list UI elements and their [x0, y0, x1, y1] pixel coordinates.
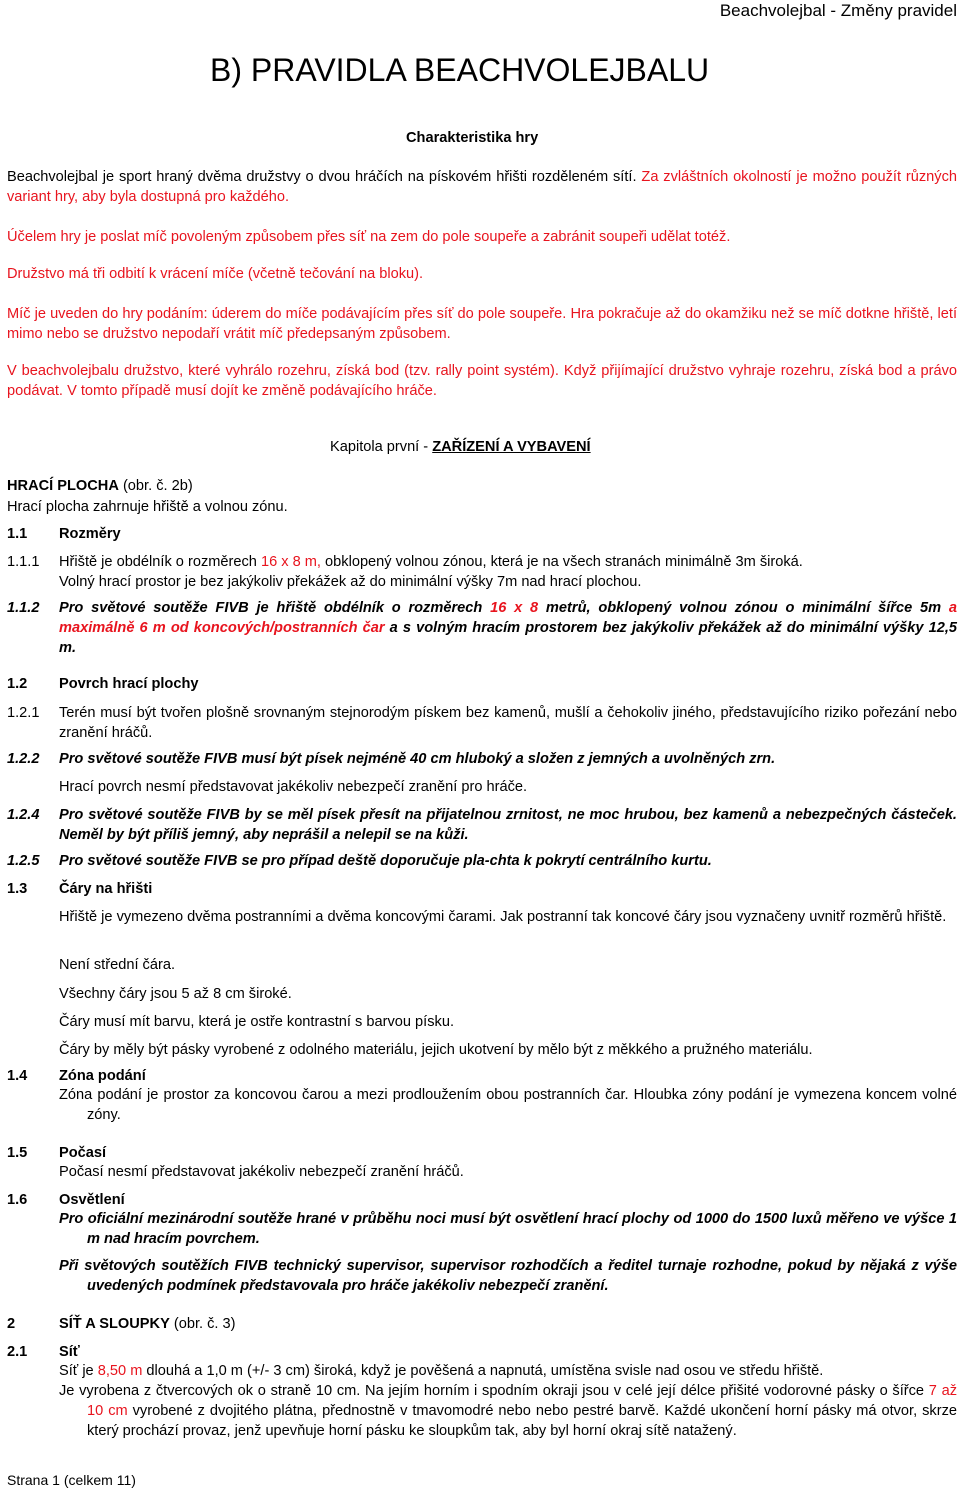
hraci-plocha-heading — [7, 476, 193, 496]
rule-number-1-2-4: 1.2.4 — [7, 807, 40, 823]
hraci-plocha-text: Hrací plocha zahrnuje hřiště a volnou zónu. — [7, 499, 288, 515]
lines-item-5: Čáry by měly být pásky vyrobené z odolného materiálu, jejich ukotvení by mělo být z měkkého a pružného materiálu. — [59, 1042, 813, 1058]
lines-item-4: Čáry musí mít barvu, která je ostře kontrastní s barvou písku. — [59, 1014, 454, 1030]
rule-text: obklopený volnou zónou, která je na všech stranách minimálně 3m široká. — [321, 554, 803, 570]
hraci-plocha-title: HRACÍ PLOCHA — [7, 478, 119, 494]
rule-1-1-2 — [59, 598, 957, 658]
section-title: Povrch hrací plochy — [59, 676, 199, 692]
section-1-3 — [7, 879, 152, 899]
net-text-1 — [59, 1361, 957, 1381]
lines-item-3: Všechny čáry jsou 5 až 8 cm široké. — [59, 986, 292, 1002]
paragraph-intro — [7, 167, 957, 207]
section-number: 1.4 — [7, 1068, 28, 1084]
section-title: Osvětlení — [59, 1192, 125, 1208]
page-footer: Strana 1 (celkem 11) — [7, 1472, 136, 1488]
section-2-1 — [7, 1342, 80, 1362]
scoring-text: V beachvolejbalu družstvo, které vyhrálo rozehru, získá bod (tzv. rally point systém). — [7, 363, 559, 379]
rule-1-2-1: Terén musí být tvořen plošně srovnaným stejnorodým pískem bez kamenů, mušlí a čehokoliv jiného, představujícího riziko pořezání nebo zranění hráčů. — [59, 705, 957, 741]
lighting-text-2: Při světových soutěžích FIVB technický supervisor, supervisor rozhodčích a ředitel turnaje rozhodne, pokud by nějaká z výše uvedených podmínek představovala pro hráče jakékoliv nebezpečí zranění. — [59, 1258, 957, 1294]
rally-text: Hra pokračuje až do okamžiku než se míč dotkne hřiště, letí mimo nebo se družstvo nepodaří vrátit míč předepsaným způsobem. — [7, 306, 957, 342]
section-title: Zóna podání — [59, 1068, 146, 1084]
court-size: 16 x 8 m, — [260, 554, 321, 570]
section-2 — [7, 1314, 236, 1334]
chapter-heading — [330, 437, 591, 457]
section-1-4 — [7, 1066, 146, 1086]
paragraph-purpose — [7, 227, 957, 247]
running-header: Beachvolejbal - Změny pravidel — [719, 1, 957, 20]
intro-text: Beachvolejbal je sport hraný dvěma družstvy o dvou hráčích na pískovém hřišti rozděleném sítí. — [7, 169, 637, 185]
rule-1-2-2-note: Hrací povrch nesmí představovat jakékoliv nebezpečí zranění pro hráče. — [59, 779, 528, 795]
section-heading-charakteristika: Charakteristika hry — [406, 130, 539, 146]
weather-text: Počasí nesmí představovat jakékoliv nebezpečí zranění hráčů. — [59, 1164, 464, 1180]
rule-1-1-1 — [59, 552, 957, 592]
rule-text: metrů, obklopený volnou zónou o minimální šířce 5m — [538, 600, 949, 616]
lines-item-1: Hřiště je vymezeno dvěma postranními a dvěma koncovými čarami. Jak postranní tak koncové čáry jsou vyznačeny uvnitř rozměrů hřiště. — [59, 909, 947, 925]
rule-text: Volný hrací prostor je bez jakýkoliv překážek až do minimální výšky 7m nad hrací plochou. — [59, 574, 642, 590]
net-text: dlouhá a 1,0 m (+/- 3 cm) široká, když je pověšená a napnutá, umístěna svisle nad osou ve středu hřiště. — [142, 1363, 824, 1379]
section-1-1 — [7, 524, 121, 544]
lighting-text-1: Pro oficiální mezinárodní soutěže hrané v průběhu noci musí být osvětlení hrací plochy od 1000 do 1500 luxů měřeno ve výšce 1 m nad hracím povrchem. — [59, 1211, 957, 1247]
net-length: 8,50 m — [97, 1363, 143, 1379]
section-title: Síť — [59, 1344, 80, 1360]
court-size: 16 x 8 — [490, 600, 539, 616]
chapter-prefix: Kapitola první - — [330, 439, 433, 455]
server-change-text: V tomto případě musí dojít ke změně podávajícího hráče. — [67, 383, 437, 399]
rule-number-1-2-5: 1.2.5 — [7, 853, 40, 869]
service-zone-text: Zóna podání je prostor za koncovou čarou a mezi prodloužením obou postranních čar. Hloubka zóny podání je vymezena koncem volné zóny. — [59, 1087, 957, 1123]
rule-text: Pro světové soutěže FIVB je hřiště obdélník o rozměrech — [59, 600, 491, 616]
band-width: 7 až 10 cm — [87, 1383, 957, 1419]
paragraph-service — [7, 304, 957, 344]
paragraph-hits — [7, 264, 957, 284]
net-text: Je vyrobena z čtvercových ok o straně 10 cm. Na jejím horním i spodním okraji jsou v celé její délce přišité vodorovné pásky o šířce — [59, 1383, 929, 1399]
hraci-plocha-ref: (obr. č. 2b) — [118, 478, 193, 494]
intro-variant-text: Za zvláštních okolností je možno použít různých variant hry, aby byla dostupná pro každého. — [7, 169, 957, 205]
rule-number-1-1-1: 1.1.1 — [7, 554, 40, 570]
section-1-6 — [7, 1190, 125, 1210]
rule-1-2-2: Pro světové soutěže FIVB musí být písek nejméně 40 cm hluboký a složen z jemných a uvolněných zrn. — [59, 751, 776, 767]
section-1-2 — [7, 674, 199, 694]
section-number: 1.2 — [7, 676, 28, 692]
rule-number-1-2-2: 1.2.2 — [7, 751, 40, 767]
section-title: Rozměry — [59, 526, 121, 542]
section-title: SÍŤ A SLOUPKY — [59, 1316, 170, 1332]
section-title: Čáry na hřišti — [59, 881, 153, 897]
section-number: 1.5 — [7, 1145, 28, 1161]
section-title: Počasí — [59, 1145, 107, 1161]
rule-text: Hřiště je obdélník o rozměrech — [59, 554, 261, 570]
section-number: 2 — [7, 1316, 16, 1332]
section-ref: (obr. č. 3) — [169, 1316, 236, 1332]
rule-1-2-5: Pro světové soutěže FIVB se pro případ deště doporučuje pla-chta k pokrytí centrálního kurtu. — [59, 853, 712, 869]
net-text: vyrobené z dvojitého plátna, přednostně v tmavomodré nebo nebo pestré barvě. Každé ukončení horní pásky má otvor, skrze který prochází provaz, jenž upevňuje horní pásku ke sloupkům tak, aby byl horní okraj sítě natažený. — [87, 1403, 957, 1439]
purpose-text: Účelem hry je poslat míč povoleným způsobem přes síť na zem do pole soupeře a zabránit soupeři udělat totéž. — [7, 229, 731, 245]
rule-number-1-1-2: 1.1.2 — [7, 600, 40, 616]
section-1-5 — [7, 1143, 106, 1163]
free-zone-max: a maximálně 6 m od koncových/postranních čar — [59, 600, 958, 636]
hits-text: Družstvo má tři odbití k vrácení míče (včetně tečování na bloku). — [7, 266, 424, 282]
receiving-team-text: Když přijímající družstvo vyhraje rozehru, získá bod a právo podávat. — [7, 363, 957, 399]
document-title: B) PRAVIDLA BEACHVOLEJBALU — [210, 52, 710, 88]
net-text-2 — [59, 1381, 957, 1441]
net-text: Síť je — [59, 1363, 98, 1379]
rule-1-2-4: Pro světové soutěže FIVB by se měl písek přesít na přijatelnou zrnitost, ne moc hrubou, bez kamenů a nebezpečných částeček. Neměl by být příliš jemný, aby neprášil a nelepil se na kůži. — [59, 807, 957, 843]
lines-item-2: Není střední čára. — [59, 957, 175, 973]
section-number: 1.3 — [7, 881, 28, 897]
section-number: 1.6 — [7, 1192, 28, 1208]
service-text: Míč je uveden do hry podáním: úderem do míče podávajícím přes síť do pole soupeře. — [7, 306, 567, 322]
rule-text: a s volným hracím prostorem bez jakýkoliv překážek až do minimální výšky 12,5 m. — [59, 620, 957, 656]
section-number: 2.1 — [7, 1344, 28, 1360]
chapter-name: ZAŘÍZENÍ A VYBAVENÍ — [432, 439, 591, 455]
rule-number-1-2-1: 1.2.1 — [7, 705, 40, 721]
section-number: 1.1 — [7, 526, 28, 542]
paragraph-scoring — [7, 361, 957, 401]
